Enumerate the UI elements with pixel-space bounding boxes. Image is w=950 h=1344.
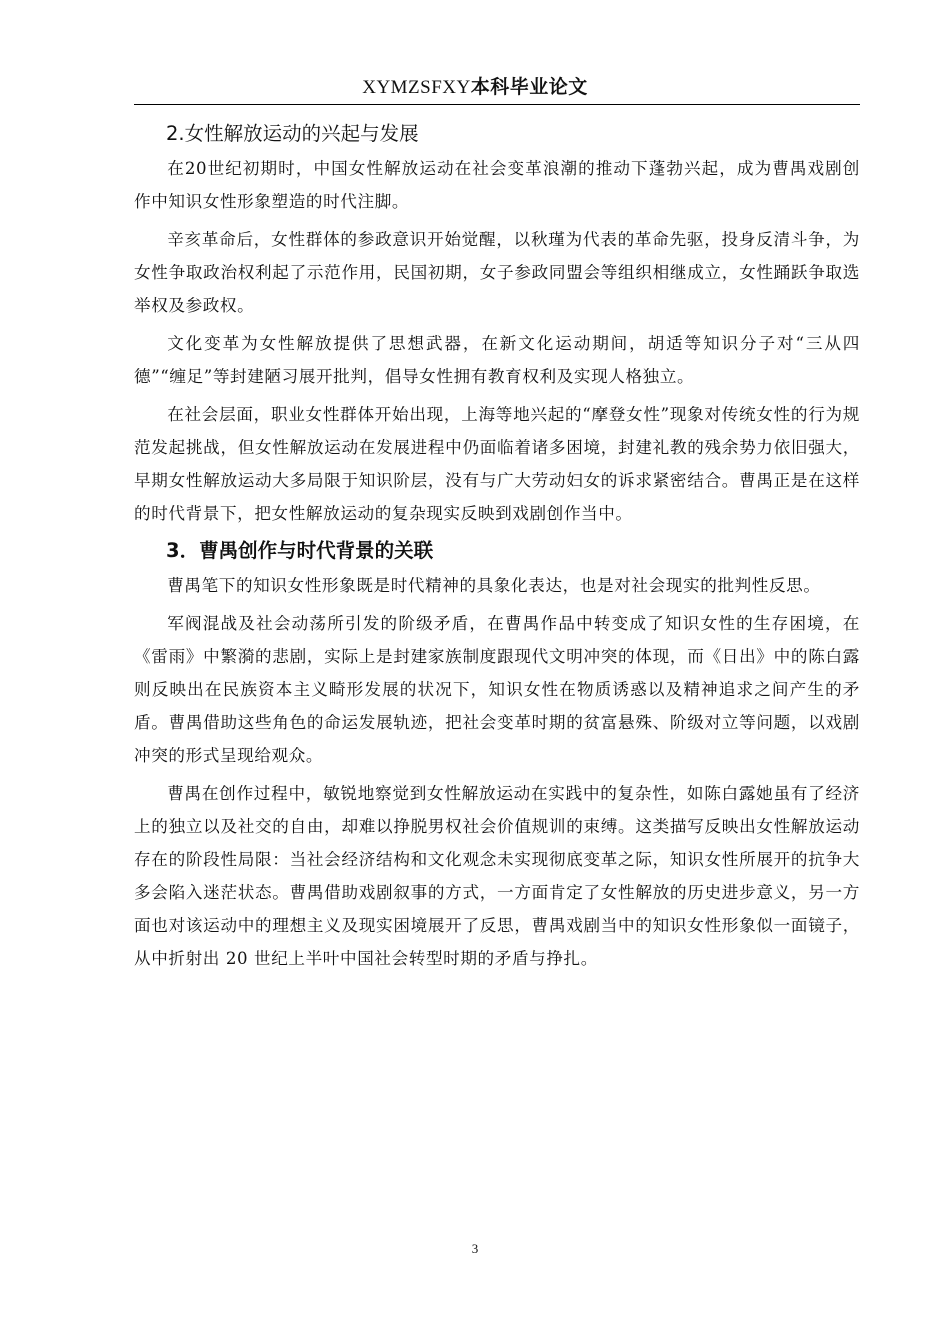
paragraph: 在20世纪初期时，中国女性解放运动在社会变革浪潮的推动下蓬勃兴起，成为曹禺戏剧创作中知识女性形象塑造的时代注脚。 [134, 159, 860, 211]
section-heading: 3．曹禺创作与时代背景的关联 [166, 539, 434, 562]
running-header [0, 72, 950, 99]
paragraph: 军阀混战及社会动荡所引发的阶级矛盾，在曹禺作品中转变成了知识女性的生存困境，在《雷雨》中繁漪的悲剧，实际上是封建家族制度跟现代文明冲突的体现，而《日出》中的陈白露则反映出在民族资本主义畸形发展的状况下，知识女性在物质诱惑以及精神追求之间产生的矛盾。曹禺借助这些角色的命运发展轨迹，把社会变革时期的贫富悬殊、阶级对立等问题，以戏剧冲突的形式呈现给观众。 [134, 614, 860, 765]
paragraph: 在社会层面，职业女性群体开始出现，上海等地兴起的“摩登女性”现象对传统女性的行为规范发起挑战，但女性解放运动在发展进程中仍面临着诸多困境，封建礼教的残余势力依旧强大，早期女性解放运动大多局限于知识阶层，没有与广大劳动妇女的诉求紧密结合。曹禺正是在这样的时代背景下，把女性解放运动的复杂现实反映到戏剧创作当中。 [134, 405, 860, 523]
paragraph: 曹禺笔下的知识女性形象既是时代精神的具象化表达，也是对社会现实的批判性反思。 [167, 576, 821, 595]
paragraph: 辛亥革命后，女性群体的参政意识开始觉醒，以秋瑾为代表的革命先驱，投身反清斗争，为女性争取政治权利起了示范作用，民国初期，女子参政同盟会等组织相继成立，女性踊跃争取选举权及参政权。 [134, 230, 860, 315]
header-title: 本科毕业论文 [470, 76, 588, 98]
page-number: 3 [471, 1241, 479, 1256]
body-content [134, 116, 860, 975]
paragraph: 文化变革为女性解放提供了思想武器，在新文化运动期间，胡适等知识分子对“三从四德”“缠足”等封建陋习展开批判，倡导女性拥有教育权利及实现人格独立。 [134, 334, 860, 386]
paragraph: 曹禺在创作过程中，敏锐地察觉到女性解放运动在实践中的复杂性，如陈白露她虽有了经济上的独立以及社交的自由，却难以挣脱男权社会价值规训的束缚。这类描写反映出女性解放运动存在的阶段性局限：当社会经济结构和文化观念未实现彻底变革之际，知识女性所展开的抗争大多会陷入迷茫状态。曹禺借助戏剧叙事的方式，一方面肯定了女性解放的历史进步意义，另一方面也对该运动中的理想主义及现实困境展开了反思，曹禺戏剧当中的知识女性形象似一面镜子，从中折射出 20 世纪上半叶中国社会转型时期的矛盾与挣扎。 [134, 784, 860, 968]
header-rule [134, 104, 860, 105]
header-code: XYMZSFXY [362, 77, 471, 98]
section-heading: 2.女性解放运动的兴起与发展 [166, 122, 419, 145]
